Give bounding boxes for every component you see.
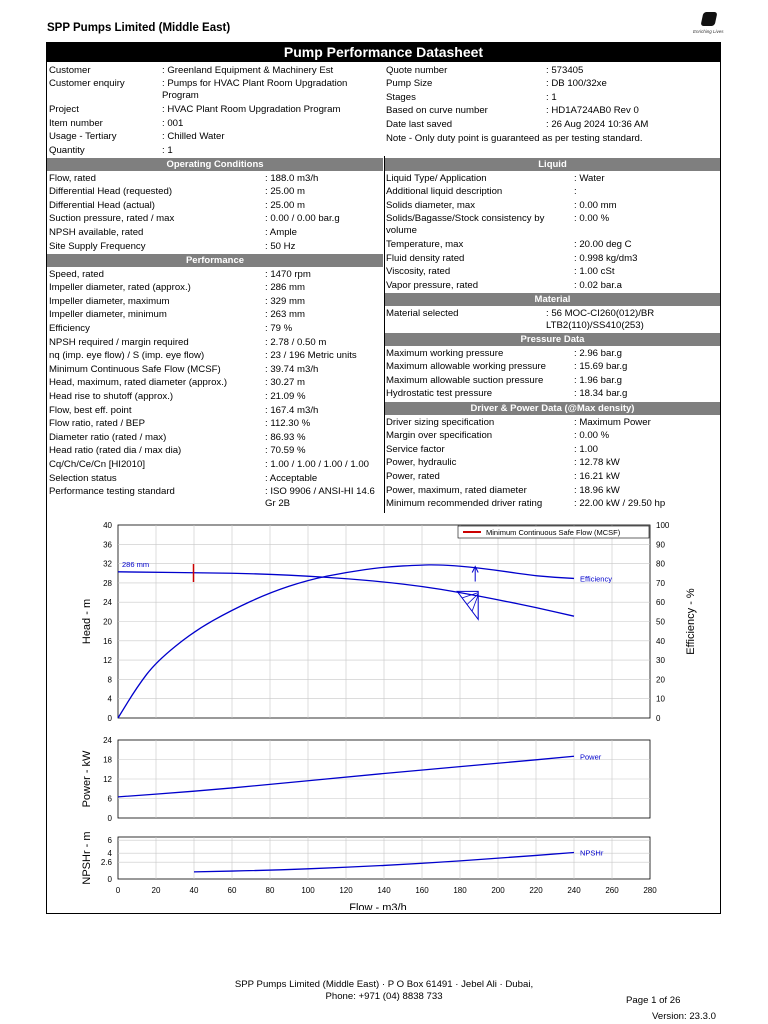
data-row <box>386 484 719 498</box>
x-tick-label: 180 <box>453 886 467 895</box>
row-label: Maximum working pressure <box>386 347 504 359</box>
row-value: : 21.09 % <box>265 390 306 402</box>
y-tick-label: 0 <box>107 814 112 823</box>
row-value: : 263 mm <box>265 309 305 321</box>
row-label: Power, rated <box>386 470 440 482</box>
row-label: Customer enquiry <box>49 78 125 90</box>
data-row <box>386 347 719 361</box>
footer-line2: Phone: +971 (04) 8838 733 <box>325 991 443 1002</box>
data-row <box>386 238 719 252</box>
y-right-tick-label: 10 <box>656 694 665 704</box>
y-tick-label: 0 <box>107 875 112 884</box>
data-row <box>49 185 384 199</box>
row-label: Speed, rated <box>49 268 104 280</box>
row-value: : 20.00 deg C <box>574 238 632 250</box>
row-label: Selection status <box>49 472 117 484</box>
row-label: Maximum allowable working pressure <box>386 361 546 373</box>
row-value: : 0.00 % <box>574 213 610 225</box>
row-value: : Maximum Power <box>574 416 651 428</box>
section-liquid: Liquid <box>385 158 720 171</box>
x-tick-label: 140 <box>377 886 391 895</box>
y-tick-label: 0 <box>107 714 112 723</box>
data-row <box>386 307 719 331</box>
duty-point-hatch <box>472 595 478 611</box>
row-label: Flow, rated <box>49 172 96 184</box>
y-right-tick-label: 90 <box>656 540 665 550</box>
performance-chart-svg <box>46 515 721 910</box>
row-value: : Ample <box>265 226 297 238</box>
row-label: Date last saved <box>386 118 453 130</box>
data-row <box>386 374 719 388</box>
data-row <box>49 268 384 282</box>
data-row <box>49 77 384 102</box>
data-row <box>386 265 719 279</box>
data-row <box>49 64 384 78</box>
data-row <box>386 199 719 213</box>
y-right-tick-label: 80 <box>656 559 665 569</box>
row-label: NPSH required / margin required <box>49 336 189 348</box>
row-value: : 22.00 kW / 29.50 hp <box>574 498 666 510</box>
performance-chart <box>46 515 721 910</box>
data-row <box>49 172 384 186</box>
row-label: Fluid density rated <box>386 252 465 264</box>
company-logo <box>693 12 724 40</box>
row-value: : 0.00 / 0.00 bar.g <box>265 213 340 225</box>
data-row <box>49 349 384 363</box>
row-value: : DB 100/32xe <box>546 78 607 90</box>
y-tick-label: 4 <box>107 849 112 859</box>
y-axis-label: Power - kW <box>81 750 93 808</box>
data-row <box>49 322 384 336</box>
y-tick-label: 32 <box>103 559 112 569</box>
series-label: Power <box>580 752 602 762</box>
y-right-tick-label: 100 <box>656 521 670 530</box>
data-row <box>386 252 719 266</box>
data-row <box>386 279 719 293</box>
x-tick-label: 220 <box>529 886 543 895</box>
row-label: Customer <box>49 64 91 76</box>
row-label: Material selected <box>386 307 459 319</box>
data-row <box>386 470 719 484</box>
row-label: Vapor pressure, rated <box>386 279 479 291</box>
row-value: : 1470 rpm <box>265 268 311 280</box>
row-label: Margin over specification <box>386 430 493 442</box>
row-label: nq (imp. eye flow) / S (imp. eye flow) <box>49 350 205 362</box>
row-label: Head rise to shutoff (approx.) <box>49 390 174 402</box>
data-row <box>49 458 384 472</box>
data-row <box>49 472 384 486</box>
data-row <box>49 130 384 144</box>
data-row <box>49 431 384 445</box>
row-label: Diameter ratio (rated / max) <box>49 431 167 443</box>
row-label: Additional liquid description <box>386 186 503 198</box>
data-row <box>49 376 384 390</box>
row-label: Site Supply Frequency <box>49 240 146 252</box>
row-value: : 1.00 / 1.00 / 1.00 / 1.00 <box>265 458 370 470</box>
y-right-tick-label: 0 <box>656 714 661 723</box>
row-label: Head ratio (rated dia / max dia) <box>49 445 182 457</box>
x-tick-label: 20 <box>151 886 161 895</box>
row-label: Temperature, max <box>386 238 464 250</box>
data-row <box>386 77 719 91</box>
row-label: Viscosity, rated <box>386 266 451 278</box>
note: Note - Only duty point is guaranteed as per testing standard. <box>386 133 643 144</box>
x-axis-label: Flow - m3/h <box>349 902 407 910</box>
row-label: Impeller diameter, minimum <box>49 309 167 321</box>
data-row <box>386 360 719 374</box>
row-value: : 0.02 bar.a <box>574 279 623 291</box>
version-label: Version: 23.3.0 <box>652 1011 717 1022</box>
x-tick-label: 280 <box>643 886 657 895</box>
data-row <box>386 104 719 118</box>
row-value: : Greenland Equipment & Machinery Est <box>162 64 334 76</box>
row-label: Item number <box>49 117 103 129</box>
data-row <box>386 185 719 199</box>
logo-mark-icon <box>701 12 718 26</box>
row-value: : 2.78 / 0.50 m <box>265 336 327 348</box>
y-right-tick-label: 50 <box>656 617 665 627</box>
row-value: : 70.59 % <box>265 445 306 457</box>
row-value: : 39.74 m3/h <box>265 363 319 375</box>
y-right-tick-label: 70 <box>656 578 665 588</box>
row-value: : 16.21 kW <box>574 470 620 482</box>
x-tick-label: 160 <box>415 886 429 895</box>
y-tick-label: 18 <box>103 755 112 765</box>
row-label: Impeller diameter, rated (approx.) <box>49 282 191 294</box>
data-row <box>386 172 719 186</box>
row-value: : ISO 9906 / ANSI-HI 14.6 Gr 2B <box>265 486 375 510</box>
row-value: : 0.998 kg/dm3 <box>574 252 638 264</box>
y-tick-label: 36 <box>103 540 112 550</box>
data-row <box>386 64 719 78</box>
data-row <box>49 103 384 117</box>
y-axis-label: NPSHr - m <box>81 831 93 885</box>
section-pressure-data: Pressure Data <box>385 333 720 346</box>
y-tick-label: 24 <box>103 598 112 608</box>
y-right-tick-label: 60 <box>656 598 665 608</box>
row-label: Quote number <box>386 64 448 76</box>
row-value: : 1 <box>162 145 173 156</box>
y-tick-label: 20 <box>103 617 112 627</box>
row-label: Pump Size <box>386 78 433 90</box>
row-label: Power, maximum, rated diameter <box>386 484 527 496</box>
row-value: : Water <box>574 172 605 184</box>
row-value: : 1.96 bar.g <box>574 374 623 386</box>
y-axis-label: Head - m <box>81 598 93 645</box>
logo-tagline: Enriching Lives <box>693 29 724 34</box>
x-tick-label: 200 <box>491 886 505 895</box>
y-tick-label: 6 <box>107 836 112 846</box>
data-row <box>49 226 384 240</box>
row-label: Driver sizing specification <box>386 416 495 428</box>
y-tick-label: 8 <box>107 675 112 685</box>
row-value: : 50 Hz <box>265 240 296 252</box>
data-row <box>386 212 719 237</box>
row-value: : 56 MOC-CI260(012)/BR LTB2(110)/SS410(253) <box>546 307 655 331</box>
y-tick-label: 6 <box>107 794 112 804</box>
data-row <box>386 456 719 470</box>
data-row <box>49 308 384 322</box>
row-value: : 286 mm <box>265 282 305 294</box>
data-row <box>386 387 719 401</box>
row-value: : 329 mm <box>265 295 305 307</box>
row-value: : 0.00 mm <box>574 199 617 211</box>
row-value: : 79 % <box>265 322 293 334</box>
y-tick-label: 12 <box>103 656 112 666</box>
row-label: Power, hydraulic <box>386 457 457 469</box>
data-row <box>49 199 384 213</box>
row-label: Minimum recommended driver rating <box>386 498 543 510</box>
series-label: Efficiency <box>580 574 612 584</box>
row-label: Flow, best eff. point <box>49 404 132 416</box>
row-label: Differential Head (requested) <box>49 186 173 198</box>
row-label: Flow ratio, rated / BEP <box>49 418 145 430</box>
row-label: Project <box>49 104 79 116</box>
y-right-tick-label: 40 <box>656 636 665 646</box>
y-right-tick-label: 30 <box>656 656 665 666</box>
data-row <box>49 240 384 254</box>
row-value: : 1 <box>546 91 557 103</box>
row-value: : 86.93 % <box>265 431 306 443</box>
footer-line1: SPP Pumps Limited (Middle East) · P O Box 61491 · Jebel Ali · Dubai, <box>234 979 534 990</box>
row-label: Impeller diameter, maximum <box>49 295 170 307</box>
row-value: : 15.69 bar.g <box>574 361 628 373</box>
data-row <box>49 212 384 226</box>
row-value: : 30.27 m <box>265 377 305 389</box>
row-label: Head, maximum, rated diameter (approx.) <box>49 377 228 389</box>
data-row <box>49 485 384 510</box>
x-tick-label: 260 <box>605 886 619 895</box>
row-value: : 001 <box>162 117 184 129</box>
row-label: NPSH available, rated <box>49 226 144 238</box>
x-tick-label: 80 <box>265 886 275 895</box>
data-row <box>386 118 719 132</box>
row-value: : 573405 <box>546 64 584 76</box>
data-row <box>49 144 384 158</box>
row-label: Hydrostatic test pressure <box>386 388 493 400</box>
row-value: : 1.00 <box>574 443 599 455</box>
row-label: Solids diameter, max <box>386 199 476 211</box>
x-tick-label: 120 <box>339 886 353 895</box>
data-row <box>386 497 719 511</box>
y-tick-label: 12 <box>103 775 112 784</box>
row-value: : 112.30 % <box>265 418 311 430</box>
row-label: Cq/Ch/Ce/Cn [HI2010] <box>49 458 145 470</box>
row-label: Service factor <box>386 443 445 455</box>
data-row <box>49 336 384 350</box>
data-row <box>49 404 384 418</box>
y-tick-label: 4 <box>107 694 112 704</box>
row-value: : 167.4 m3/h <box>265 404 319 416</box>
section-operating-conditions: Operating Conditions <box>47 158 383 171</box>
row-label: Usage - Tertiary <box>49 131 117 143</box>
data-row <box>49 417 384 431</box>
data-row <box>386 443 719 457</box>
legend-label: Minimum Continuous Safe Flow (MCSF) <box>486 528 621 537</box>
row-value: : 18.96 kW <box>574 484 620 496</box>
row-value: : 25.00 m <box>265 199 305 211</box>
x-tick-label: 60 <box>227 886 237 895</box>
row-value: : <box>574 186 577 198</box>
section-performance: Performance <box>47 254 383 267</box>
row-value: : 26 Aug 2024 10:36 AM <box>546 118 649 130</box>
data-row <box>386 91 719 105</box>
x-tick-label: 0 <box>115 886 121 895</box>
row-value: : 23 / 196 Metric units <box>265 350 357 362</box>
row-value: : 1.00 cSt <box>574 266 615 278</box>
row-value: : HVAC Plant Room Upgradation Program <box>162 104 341 116</box>
data-row <box>49 295 384 309</box>
y-tick-label: 28 <box>103 578 112 588</box>
section-material: Material <box>385 293 720 306</box>
row-label: Solids/Bagasse/Stock consistency by volume <box>386 213 545 237</box>
row-label: Quantity <box>49 145 85 156</box>
row-value: : 188.0 m3/h <box>265 172 319 184</box>
row-label: Performance testing standard <box>49 486 175 498</box>
x-tick-label: 40 <box>189 886 199 895</box>
series-label: 286 mm <box>122 559 150 569</box>
series-label: NPSHr <box>580 848 604 858</box>
row-value: : 25.00 m <box>265 186 305 198</box>
data-row <box>49 281 384 295</box>
data-row <box>386 416 719 430</box>
row-label: Stages <box>386 91 416 103</box>
row-label: Based on curve number <box>386 105 488 117</box>
x-tick-label: 100 <box>301 886 315 895</box>
y-tick-label: 40 <box>103 521 112 530</box>
data-row <box>49 117 384 131</box>
row-label: Suction pressure, rated / max <box>49 213 175 225</box>
row-value: : 0.00 % <box>574 430 610 442</box>
y-tick-label: 24 <box>103 736 112 745</box>
x-tick-label: 240 <box>567 886 581 895</box>
row-label: Maximum allowable suction pressure <box>386 374 544 386</box>
row-label: Efficiency <box>49 322 90 334</box>
row-value: : Pumps for HVAC Plant Room Upgradation Program <box>162 78 348 102</box>
row-label: Minimum Continuous Safe Flow (MCSF) <box>49 363 221 375</box>
company-name: SPP Pumps Limited (Middle East) <box>47 22 231 34</box>
row-value: : 2.96 bar.g <box>574 347 623 359</box>
data-row <box>49 390 384 404</box>
y-tick-label: 16 <box>103 636 112 646</box>
section-driver-power: Driver & Power Data (@Max density) <box>385 402 720 415</box>
y-tick-label: 2.6 <box>100 858 112 868</box>
row-label: Liquid Type/ Application <box>386 172 487 184</box>
page-title: Pump Performance Datasheet <box>47 43 720 62</box>
data-row <box>386 429 719 443</box>
row-value: : Chilled Water <box>162 131 225 143</box>
row-value: : 18.34 bar.g <box>574 388 628 400</box>
page-number: Page 1 of 26 <box>626 995 681 1006</box>
data-row <box>49 363 384 377</box>
row-value: : 12.78 kW <box>574 457 620 469</box>
data-row <box>49 444 384 458</box>
y-right-tick-label: 20 <box>656 675 665 685</box>
row-label: Differential Head (actual) <box>49 199 155 211</box>
row-value: : Acceptable <box>265 472 318 484</box>
row-value: : HD1A724AB0 Rev 0 <box>546 105 639 117</box>
y-right-axis-label: Efficiency - % <box>685 588 697 655</box>
